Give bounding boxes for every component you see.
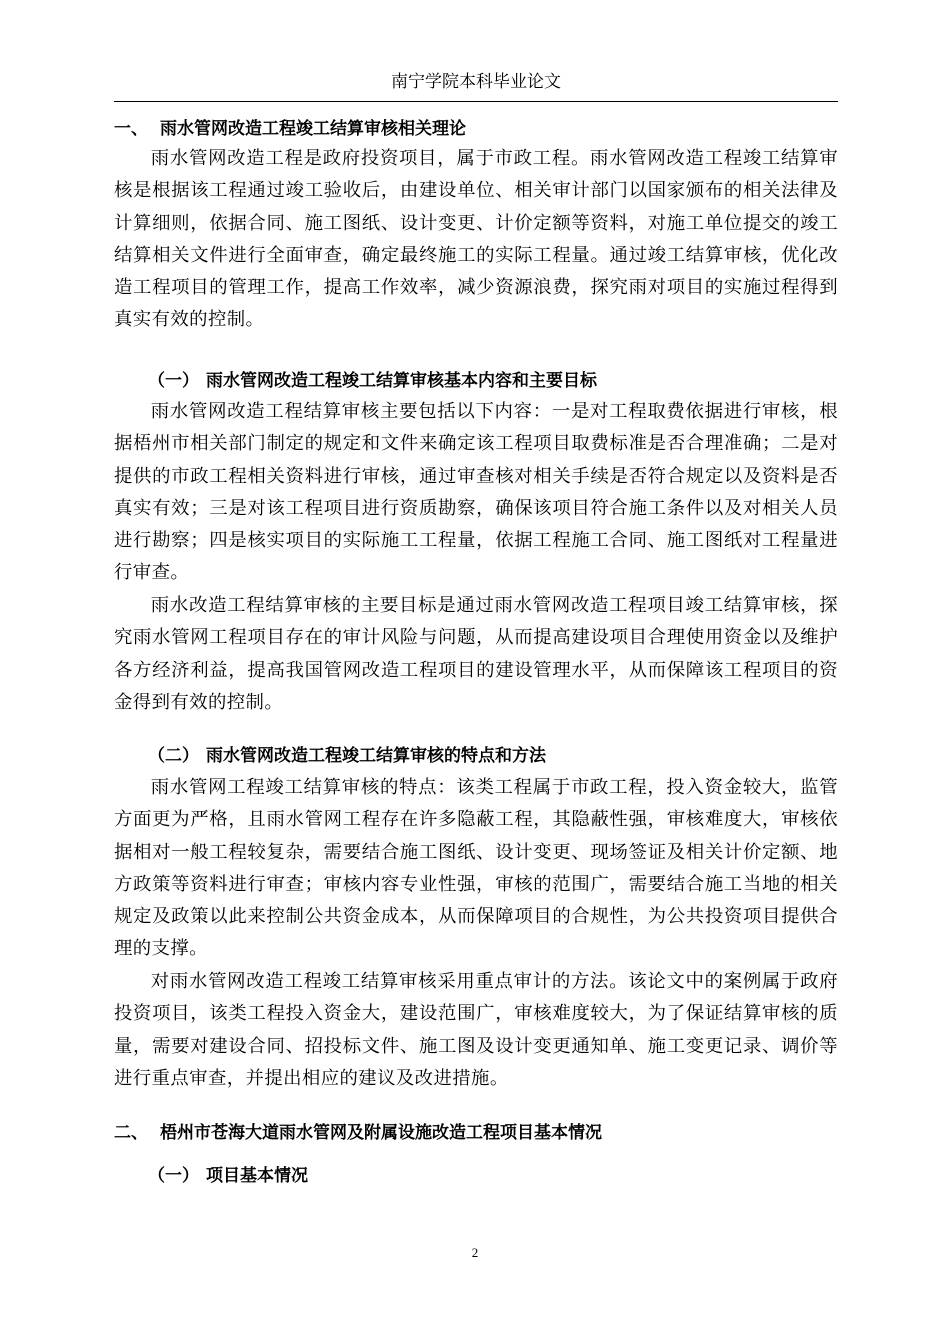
paragraph: 对雨水管网改造工程竣工结算审核采用重点审计的方法。该论文中的案例属于政府投资项目，该类工程投入资金大，建设范围广，审核难度较大，为了保证结算审核的质量，需要对建设合同、招投标文件、施工图及设计变更通知单、施工变更记录、调价等进行重点审查，并提出相应的建议及改进措施。: [114, 971, 838, 1089]
section-heading-2: [114, 1121, 602, 1145]
header-rule: [114, 101, 838, 102]
section-title: 雨水管网改造工程竣工结算审核相关理论: [160, 119, 466, 139]
paragraph: 雨水管网改造工程结算审核主要包括以下内容：一是对工程取费依据进行审核，根据梧州市相关部门制定的规定和文件来确定该工程项目取费标准是否合理准确；二是对提供的市政工程相关资料进行审核，通过审查核对相关手续是否符合规定以及资料是否真实有效；三是对该工程项目进行资质勘察，确保该项目符合施工条件以及对相关人员进行勘察；四是核实项目的实际施工工程量，依据工程施工合同、施工图纸对工程量进行审查。: [114, 401, 838, 584]
subsection-heading-1-2: [148, 744, 546, 768]
subsection-title: 项目基本情况: [206, 1166, 308, 1186]
paragraph: 雨水改造工程结算审核的主要目标是通过雨水管网改造工程项目竣工结算审核，探究雨水管网工程项目存在的审计风险与问题，从而提高建设项目合理使用资金以及维护各方经济利益，提高我国管网改造工程项目的建设管理水平，从而保障该工程项目的资金得到有效的控制。: [114, 595, 838, 713]
section-heading-1: [114, 117, 466, 141]
paragraph: 雨水管网工程竣工结算审核的特点：该类工程属于市政工程，投入资金较大，监管方面更为严格，且雨水管网工程存在许多隐蔽工程，其隐蔽性强，审核难度大，审核依据相对一般工程较复杂，需要结合施工图纸、设计变更、现场签证及相关计价定额、地方政策等资料进行审查；审核内容专业性强，审核的范围广，需要结合施工当地的相关规定及政策以此来控制公共资金成本，从而保障项目的合规性，为公共投资项目提供合理的支撑。: [114, 777, 838, 960]
subsection-title: 雨水管网改造工程竣工结算审核的特点和方法: [206, 746, 546, 766]
page-number: 2: [471, 1245, 479, 1260]
section-number: 一、: [114, 119, 148, 139]
subsection-number: （二）: [148, 746, 199, 766]
subsection-number: （一）: [148, 371, 199, 391]
running-header: 南宁学院本科毕业论文: [391, 72, 561, 92]
subsection-heading-1-1: [148, 369, 597, 393]
section-number: 二、: [114, 1123, 148, 1143]
subsection-heading-2-1: [148, 1164, 308, 1188]
section-title: 梧州市苍海大道雨水管网及附属设施改造工程项目基本情况: [160, 1123, 602, 1143]
paragraph: 雨水管网改造工程是政府投资项目，属于市政工程。雨水管网改造工程竣工结算审核是根据该工程通过竣工验收后，由建设单位、相关审计部门以国家颁布的相关法律及计算细则，依据合同、施工图纸、设计变更、计价定额等资料，对施工单位提交的竣工结算相关文件进行全面审查，确定最终施工的实际工程量。通过竣工结算审核，优化改造工程项目的管理工作，提高工作效率，减少资源浪费，探究雨对项目的实施过程得到真实有效的控制。: [114, 148, 838, 331]
subsection-title: 雨水管网改造工程竣工结算审核基本内容和主要目标: [206, 371, 597, 391]
subsection-number: （一）: [148, 1166, 199, 1186]
